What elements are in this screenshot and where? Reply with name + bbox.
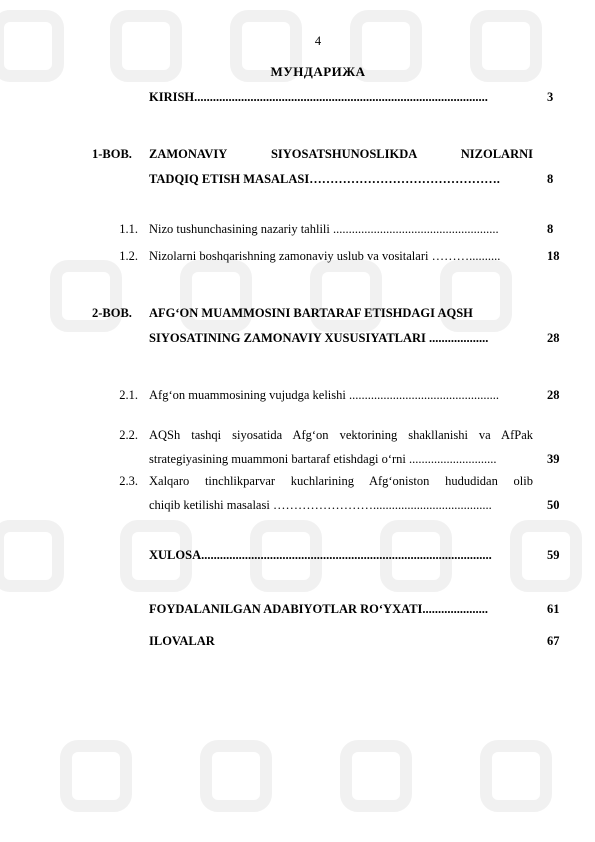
toc-entry-page: 28: [547, 331, 560, 345]
toc-entry-title: KIRISH..............................................................................................: [149, 90, 488, 104]
toc-entry-page: 50: [547, 498, 560, 512]
toc-entry-page: 8: [547, 222, 554, 236]
watermark-tile: [340, 740, 412, 812]
toc-entry-page: 8: [547, 172, 554, 186]
watermark-tile: [480, 740, 552, 812]
toc-entry-title: FOYDALANILGAN ADABIYOTLAR RO‘YXATI.....................: [149, 602, 489, 616]
toc-entry-page: 28: [547, 388, 560, 402]
toc-entry-title-line-1: Xalqaro tinchlikparvar kuchlarining Afg‘oniston hududidan olib: [149, 474, 533, 488]
toc-entry-title: Nizolarni boshqarishning zamonaviy uslub va vositalari ………..........: [149, 249, 501, 263]
toc-entry-title: Nizo tushunchasining nazariy tahlili .....................................................: [149, 222, 499, 236]
page-number: 4: [314, 34, 322, 48]
toc-entry-code: 2.1.: [119, 388, 138, 402]
toc-entry-page: 3: [547, 90, 554, 104]
toc-entry-page: 67: [547, 634, 560, 648]
toc-entry-title: ILOVALAR: [149, 634, 215, 648]
toc-entry-title-line-1: AQSh tashqi siyosatida Afg‘on vektorining shakllanishi va AfPak: [149, 428, 533, 442]
toc-entry-title: Afg‘on muammosining vujudga kelishi ................................................: [149, 388, 499, 402]
toc-entry-page: 59: [547, 548, 560, 562]
toc-entry-code: 2.3.: [119, 474, 138, 488]
toc-entry-title-line-2: strategiyasining muammoni bartaraf etishdagi o‘rni ............................: [149, 452, 497, 466]
toc-entry-title-line-1: AFG‘ON MUAMMOSINI BARTARAF ETISHDAGI AQSH: [149, 306, 473, 320]
toc-entry-page: 18: [547, 249, 560, 263]
toc-entry-code: 1-BOB.: [92, 147, 132, 161]
toc-entry-code: 1.1.: [119, 222, 138, 236]
toc-entry-title: XULOSA.............................................................................................: [149, 548, 492, 562]
toc-entry-code: 2-BOB.: [92, 306, 132, 320]
toc-entry-title-line-2: chiqib ketilishi masalasi ……………………......................................: [149, 498, 492, 512]
toc-entry-page: 61: [547, 602, 560, 616]
toc-title: МУНДАРИЖА: [270, 64, 366, 79]
toc-entry-title-line-2: TADQIQ ETISH MASALASI……………………………………….: [149, 172, 500, 186]
watermark-tile: [0, 520, 64, 592]
toc-entry-code: 2.2.: [119, 428, 138, 442]
watermark-tile: [200, 740, 272, 812]
toc-entry-title-line-2: SIYOSATINING ZAMONAVIY XUSUSIYATLARI ...................: [149, 331, 489, 345]
toc-entry-code: 1.2.: [119, 249, 138, 263]
toc-entry-page: 39: [547, 452, 560, 466]
watermark-tile: [60, 740, 132, 812]
toc-entry-title-line-1: ZAMONAVIY SIYOSATSHUNOSLIKDA NIZOLARNI: [149, 147, 533, 161]
